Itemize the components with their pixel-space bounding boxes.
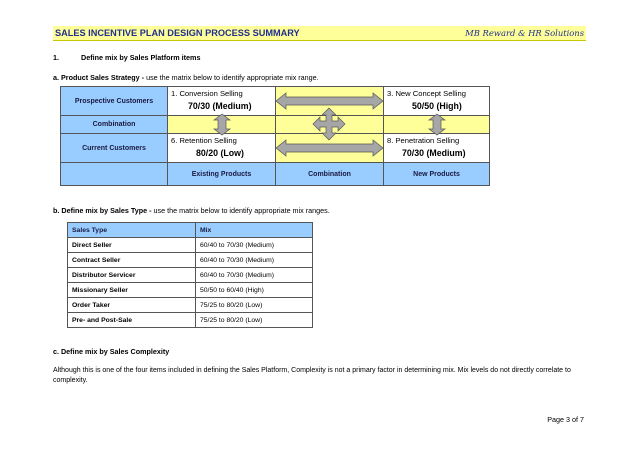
row-label-current: Current Customers <box>60 133 168 163</box>
sales-type-cell: Order Taker <box>68 298 196 313</box>
section-b-label: b. Define mix by Sales Type - <box>53 206 152 215</box>
mix-cell: 75/25 to 80/20 (Low) <box>196 298 313 313</box>
table-row <box>68 313 313 328</box>
complexity-paragraph: Although this is one of the four items included in defining the Sales Platform, Complexity is not a primary factor in determining mix. Mix levels do not directly correlate to complexity. <box>53 367 571 384</box>
table-row <box>68 298 313 313</box>
double-arrow-vertical-icon <box>214 114 230 135</box>
table-header-row <box>68 223 313 238</box>
row-label-combination: Combination <box>60 115 168 134</box>
table-header-sales-type: Sales Type <box>68 223 196 238</box>
double-arrow-horizontal-icon <box>276 93 383 109</box>
quadrant-mix: 50/50 (High) <box>412 101 462 111</box>
mix-cell: 60/40 to 70/30 (Medium) <box>196 238 313 253</box>
sales-type-cell: Direct Seller <box>68 238 196 253</box>
section-b-text: use the matrix below to identify appropriate mix ranges. <box>151 206 330 215</box>
col-label-existing-products: Existing Products <box>167 162 276 186</box>
quadrant-name: 6. Retention Selling <box>171 136 237 145</box>
section-1-heading <box>53 53 200 62</box>
section-a-heading <box>53 73 319 82</box>
section-1-title: Define mix by Sales Platform items <box>81 53 201 62</box>
section-a-text: use the matrix below to identify appropriate mix range. <box>144 73 319 82</box>
sales-type-cell: Missionary Seller <box>68 283 196 298</box>
quadrant-mix: 80/20 (Low) <box>196 148 244 158</box>
page-number: Page 3 of 7 <box>547 415 584 424</box>
quadrant-mix: 70/30 (Medium) <box>188 101 252 111</box>
table-header-mix: Mix <box>196 223 313 238</box>
mix-cell: 50/50 to 60/40 (High) <box>196 283 313 298</box>
quadrant-name: 3. New Concept Selling <box>387 89 466 98</box>
table-row <box>68 283 313 298</box>
table-row <box>68 268 313 283</box>
section-b-heading <box>53 206 330 215</box>
double-arrow-vertical-icon <box>429 114 445 135</box>
col-label-new-products: New Products <box>383 162 490 186</box>
row-label-prospective: Prospective Customers <box>60 86 168 116</box>
col-label-combination: Combination <box>275 162 384 186</box>
sales-type-cell: Distributor Servicer <box>68 268 196 283</box>
matrix-arrows <box>60 86 490 186</box>
section-a-label: a. Product Sales Strategy - <box>53 73 145 82</box>
sales-type-mix-table <box>67 222 313 328</box>
product-sales-matrix <box>60 86 490 186</box>
section-1-number: 1. <box>53 53 59 62</box>
mix-cell: 60/40 to 70/30 (Medium) <box>196 253 313 268</box>
table-row <box>68 238 313 253</box>
quadrant-name: 8. Penetration Selling <box>387 136 460 145</box>
quadrant-mix: 70/30 (Medium) <box>402 148 466 158</box>
four-way-arrow-icon <box>313 108 345 140</box>
mix-cell: 60/40 to 70/30 (Medium) <box>196 268 313 283</box>
sales-type-cell: Contract Seller <box>68 253 196 268</box>
table-row <box>68 253 313 268</box>
header-title: SALES INCENTIVE PLAN DESIGN PROCESS SUMMARY <box>55 28 300 38</box>
quadrant-name: 1. Conversion Selling <box>171 89 243 98</box>
mix-cell: 75/25 to 80/20 (Low) <box>196 313 313 328</box>
section-c-heading: c. Define mix by Sales Complexity <box>53 347 170 356</box>
header-brand: MB Reward & HR Solutions <box>465 28 584 38</box>
sales-type-cell: Pre- and Post-Sale <box>68 313 196 328</box>
double-arrow-horizontal-icon <box>276 140 383 156</box>
